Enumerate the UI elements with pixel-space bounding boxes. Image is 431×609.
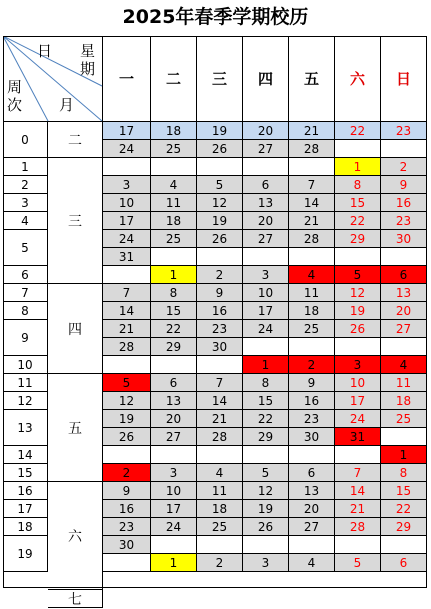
date-cell: 27 — [289, 518, 335, 536]
date-cell: 16 — [103, 500, 151, 518]
date-cell: 14 — [197, 392, 243, 410]
corner-label-qi: 期 — [80, 60, 96, 78]
date-cell: 29 — [151, 338, 197, 356]
date-cell: 13 — [243, 194, 289, 212]
date-cell: 6 — [151, 374, 197, 392]
date-cell: 18 — [381, 392, 427, 410]
date-cell: 20 — [151, 410, 197, 428]
weekday-header-7: 日 — [381, 36, 427, 122]
date-cell: 3 — [335, 356, 381, 374]
date-cell — [103, 356, 151, 374]
date-cell: 3 — [243, 554, 289, 572]
date-cell: 1 — [335, 158, 381, 176]
date-cell: 4 — [197, 464, 243, 482]
weekday-header-5: 五 — [289, 36, 335, 122]
date-cell: 20 — [381, 302, 427, 320]
date-cell: 23 — [381, 212, 427, 230]
corner-header — [3, 36, 103, 122]
date-cell: 21 — [103, 320, 151, 338]
date-cell: 4 — [151, 176, 197, 194]
date-cell: 16 — [289, 392, 335, 410]
corner-label-ci: 次 — [7, 96, 23, 114]
date-cell — [103, 554, 151, 572]
page-title: 2025年春季学期校历 — [122, 6, 309, 28]
date-cell: 22 — [335, 122, 381, 140]
date-cell: 22 — [151, 320, 197, 338]
date-cell — [381, 536, 427, 554]
week-number: 5 — [3, 230, 48, 266]
date-cell: 21 — [289, 212, 335, 230]
date-cell: 26 — [197, 140, 243, 158]
date-cell: 24 — [103, 230, 151, 248]
date-cell: 4 — [289, 554, 335, 572]
date-cell: 29 — [335, 230, 381, 248]
date-cell — [289, 446, 335, 464]
date-cell: 30 — [197, 338, 243, 356]
date-cell: 28 — [103, 338, 151, 356]
date-cell — [151, 356, 197, 374]
date-cell: 30 — [103, 536, 151, 554]
date-cell: 28 — [197, 428, 243, 446]
month-label: 五 — [48, 374, 103, 482]
date-cell: 17 — [335, 392, 381, 410]
date-cell: 22 — [243, 410, 289, 428]
date-cell — [381, 140, 427, 158]
week-number: 15 — [3, 464, 48, 482]
date-cell: 31 — [103, 248, 151, 266]
week-number: 8 — [3, 302, 48, 320]
date-cell: 15 — [243, 392, 289, 410]
date-cell: 20 — [243, 122, 289, 140]
date-cell: 5 — [197, 176, 243, 194]
date-cell: 8 — [243, 374, 289, 392]
date-cell: 1 — [381, 446, 427, 464]
week-number: 3 — [3, 194, 48, 212]
week-number: 13 — [3, 410, 48, 446]
date-cell: 28 — [289, 230, 335, 248]
date-cell: 2 — [381, 158, 427, 176]
date-cell — [289, 536, 335, 554]
corner-label-ri: 日 — [37, 42, 53, 60]
date-cell — [243, 446, 289, 464]
date-cell — [243, 338, 289, 356]
date-cell — [151, 536, 197, 554]
date-cell — [335, 248, 381, 266]
month-label: 七 — [48, 590, 103, 608]
weekday-header-4: 四 — [243, 36, 289, 122]
date-cell — [197, 356, 243, 374]
date-cell: 23 — [103, 518, 151, 536]
date-cell: 1 — [243, 356, 289, 374]
date-cell: 13 — [151, 392, 197, 410]
week-number: 4 — [3, 212, 48, 230]
date-cell: 6 — [289, 464, 335, 482]
date-cell: 5 — [335, 266, 381, 284]
date-cell: 30 — [381, 230, 427, 248]
month-label: 四 — [48, 284, 103, 374]
date-cell — [197, 158, 243, 176]
date-cell: 5 — [103, 374, 151, 392]
date-cell — [103, 158, 151, 176]
week-number: 18 — [3, 518, 48, 536]
date-cell — [103, 446, 151, 464]
date-cell: 21 — [197, 410, 243, 428]
date-cell: 28 — [335, 518, 381, 536]
date-cell: 8 — [381, 464, 427, 482]
date-cell — [103, 266, 151, 284]
week-number: 19 — [3, 536, 48, 572]
date-cell — [289, 338, 335, 356]
date-cell: 2 — [289, 356, 335, 374]
date-cell: 25 — [151, 230, 197, 248]
date-cell: 11 — [289, 284, 335, 302]
date-cell — [381, 338, 427, 356]
date-cell — [289, 248, 335, 266]
date-cell: 27 — [243, 140, 289, 158]
date-cell: 29 — [243, 428, 289, 446]
date-cell: 4 — [289, 266, 335, 284]
date-cell — [335, 536, 381, 554]
date-cell: 21 — [335, 500, 381, 518]
date-cell: 12 — [335, 284, 381, 302]
date-cell: 19 — [335, 302, 381, 320]
date-cell: 10 — [103, 194, 151, 212]
date-cell: 25 — [289, 320, 335, 338]
week-number: 1 — [3, 158, 48, 176]
date-cell: 16 — [197, 302, 243, 320]
date-cell: 3 — [243, 266, 289, 284]
date-cell: 22 — [381, 500, 427, 518]
date-cell: 9 — [197, 284, 243, 302]
week-number: 7 — [3, 284, 48, 302]
date-cell: 2 — [197, 266, 243, 284]
date-cell: 27 — [151, 428, 197, 446]
date-cell — [381, 428, 427, 446]
date-cell: 26 — [197, 230, 243, 248]
date-cell: 9 — [381, 176, 427, 194]
date-cell: 19 — [103, 410, 151, 428]
date-cell: 19 — [197, 122, 243, 140]
week-number: 12 — [3, 392, 48, 410]
week-number: 16 — [3, 482, 48, 500]
date-cell: 14 — [289, 194, 335, 212]
date-cell: 10 — [151, 482, 197, 500]
date-cell: 6 — [243, 176, 289, 194]
date-cell: 23 — [197, 320, 243, 338]
date-cell: 7 — [103, 284, 151, 302]
weekday-header-6: 六 — [335, 36, 381, 122]
date-cell: 15 — [151, 302, 197, 320]
week-number: 9 — [3, 320, 48, 356]
date-cell: 18 — [197, 500, 243, 518]
date-cell: 25 — [197, 518, 243, 536]
date-cell: 2 — [103, 464, 151, 482]
date-cell: 31 — [335, 428, 381, 446]
date-cell — [151, 446, 197, 464]
month-label: 三 — [48, 158, 103, 284]
date-cell: 3 — [103, 176, 151, 194]
weekday-header-1: 一 — [103, 36, 151, 122]
corner-label-zhou: 周 — [7, 78, 23, 96]
date-cell: 12 — [243, 482, 289, 500]
date-cell: 18 — [289, 302, 335, 320]
date-cell: 6 — [381, 266, 427, 284]
date-cell: 24 — [335, 410, 381, 428]
date-cell: 18 — [151, 212, 197, 230]
month-label: 六 — [48, 482, 103, 590]
week-number: 0 — [3, 122, 48, 158]
date-cell: 17 — [243, 302, 289, 320]
date-cell: 20 — [289, 500, 335, 518]
date-cell: 7 — [289, 176, 335, 194]
date-cell — [335, 338, 381, 356]
date-cell: 1 — [151, 266, 197, 284]
date-cell: 12 — [103, 392, 151, 410]
date-cell: 6 — [381, 554, 427, 572]
month-label: 二 — [48, 122, 103, 158]
date-cell: 13 — [381, 284, 427, 302]
date-cell: 18 — [151, 122, 197, 140]
date-cell — [289, 158, 335, 176]
date-cell: 17 — [103, 212, 151, 230]
date-cell: 5 — [335, 554, 381, 572]
date-cell: 11 — [151, 194, 197, 212]
date-cell: 12 — [197, 194, 243, 212]
date-cell: 24 — [151, 518, 197, 536]
date-cell — [151, 158, 197, 176]
calendar-table — [3, 36, 427, 608]
date-cell: 8 — [151, 284, 197, 302]
date-cell: 13 — [289, 482, 335, 500]
date-cell: 27 — [243, 230, 289, 248]
date-cell — [151, 248, 197, 266]
date-cell: 27 — [381, 320, 427, 338]
date-cell: 30 — [289, 428, 335, 446]
week-number: 17 — [3, 500, 48, 518]
date-cell: 21 — [289, 122, 335, 140]
date-cell: 10 — [335, 374, 381, 392]
date-cell: 7 — [197, 374, 243, 392]
weekday-header-2: 二 — [151, 36, 197, 122]
date-cell — [335, 140, 381, 158]
date-cell: 11 — [197, 482, 243, 500]
date-cell: 28 — [289, 140, 335, 158]
date-cell: 23 — [381, 122, 427, 140]
date-cell: 15 — [381, 482, 427, 500]
date-cell: 3 — [151, 464, 197, 482]
date-cell: 8 — [335, 176, 381, 194]
date-cell — [197, 536, 243, 554]
date-cell: 11 — [381, 374, 427, 392]
date-cell: 5 — [243, 464, 289, 482]
date-cell: 26 — [103, 428, 151, 446]
date-cell: 23 — [289, 410, 335, 428]
date-cell: 25 — [151, 140, 197, 158]
week-number: 2 — [3, 176, 48, 194]
date-cell — [243, 248, 289, 266]
date-cell: 2 — [197, 554, 243, 572]
corner-label-yue: 月 — [59, 96, 75, 114]
date-cell: 15 — [335, 194, 381, 212]
date-cell — [197, 446, 243, 464]
date-cell: 17 — [151, 500, 197, 518]
corner-label-xing: 星 — [80, 42, 96, 60]
date-cell: 10 — [243, 284, 289, 302]
date-cell: 9 — [289, 374, 335, 392]
date-cell: 22 — [335, 212, 381, 230]
date-cell: 4 — [381, 356, 427, 374]
date-cell: 14 — [103, 302, 151, 320]
week-number: 10 — [3, 356, 48, 374]
weekday-header-3: 三 — [197, 36, 243, 122]
week-number: 14 — [3, 446, 48, 464]
date-cell: 26 — [243, 518, 289, 536]
date-cell: 16 — [381, 194, 427, 212]
date-cell: 17 — [103, 122, 151, 140]
date-cell: 19 — [197, 212, 243, 230]
date-cell: 25 — [381, 410, 427, 428]
date-cell: 24 — [103, 140, 151, 158]
date-cell: 29 — [381, 518, 427, 536]
date-cell — [243, 536, 289, 554]
date-cell: 7 — [335, 464, 381, 482]
date-cell: 14 — [335, 482, 381, 500]
date-cell: 1 — [151, 554, 197, 572]
date-cell: 9 — [103, 482, 151, 500]
date-cell: 24 — [243, 320, 289, 338]
date-cell — [197, 248, 243, 266]
date-cell: 19 — [243, 500, 289, 518]
date-cell — [243, 158, 289, 176]
week-number: 11 — [3, 374, 48, 392]
week-number: 6 — [3, 266, 48, 284]
date-cell — [381, 248, 427, 266]
date-cell: 20 — [243, 212, 289, 230]
date-cell — [335, 446, 381, 464]
date-cell: 26 — [335, 320, 381, 338]
